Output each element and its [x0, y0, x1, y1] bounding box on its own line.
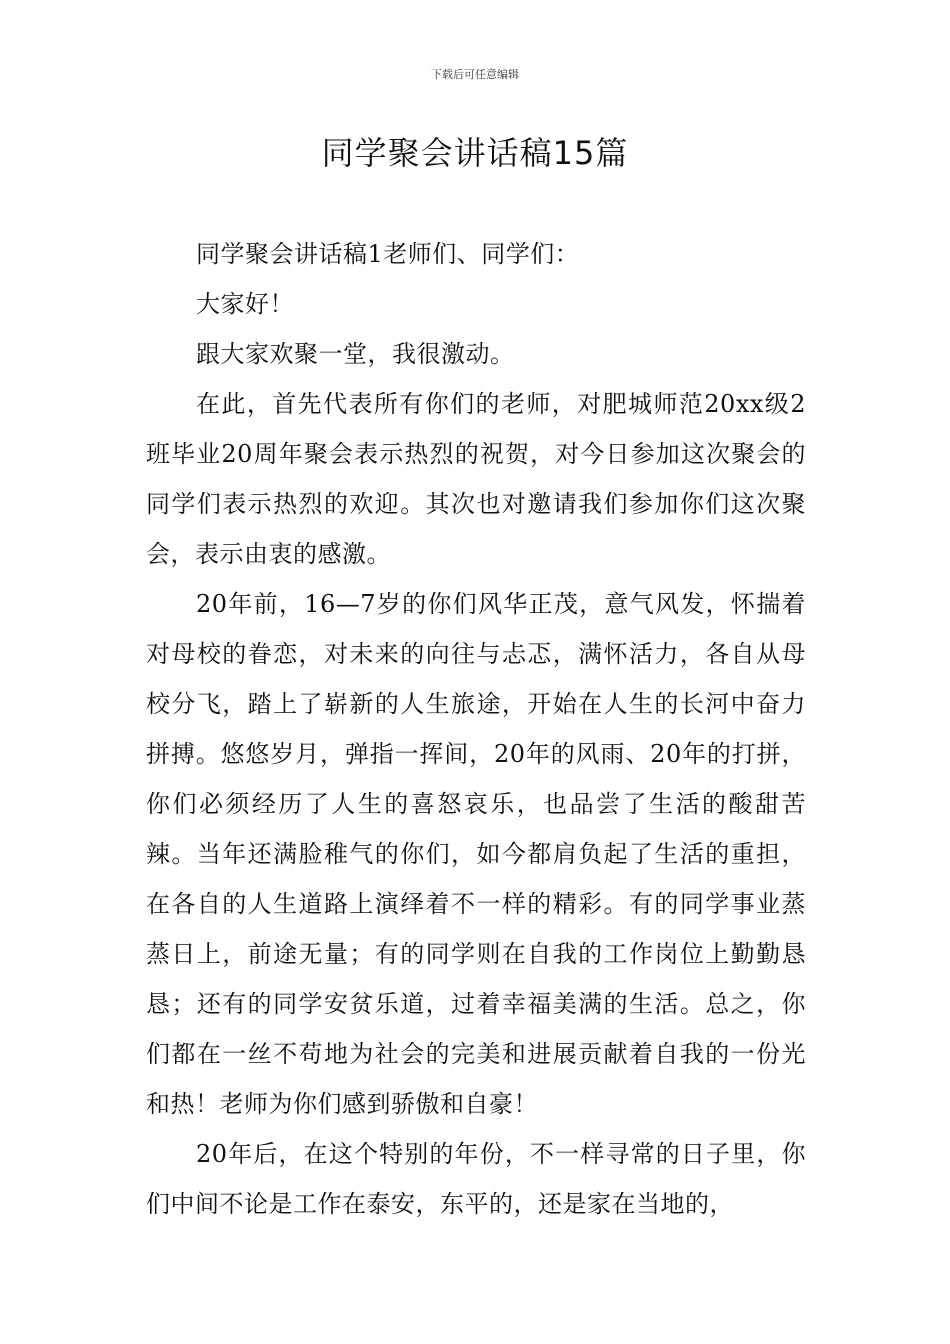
paragraph: 跟大家欢聚一堂，我很激动。: [196, 340, 515, 368]
paragraph: 20年后，在这个特别的年份，不一样寻常的日子里，你们中间不论是工作在泰安，东平的，还是家在当地的，: [146, 1140, 806, 1218]
document-body: [146, 229, 806, 1229]
paragraph: 同学聚会讲话稿1老师们、同学们：: [196, 240, 580, 268]
paragraph: 20年前，16—7岁的你们风华正茂，意气风发，怀揣着对母校的眷恋，对未来的向往与忐忑，满怀活力，各自从母校分飞，踏上了崭新的人生旅途，开始在人生的长河中奋力拼搏。悠悠岁月，弹指一挥间，20年的风雨、20年的打拼，你们必须经历了人生的喜怒哀乐，也品尝了生活的酸甜苦辣。当年还满脸稚气的你们，如今都肩负起了生活的重担，在各自的人生道路上演绎着不一样的精彩。有的同学事业蒸蒸日上，前途无量；有的同学则在自我的工作岗位上勤勤恳恳；还有的同学安贫乐道，过着幸福美满的生活。总之，你们都在一丝不苟地为社会的完美和进展贡献着自我的一份光和热！老师为你们感到骄傲和自豪！: [146, 590, 806, 1118]
document-title: 同学聚会讲话稿15篇: [321, 134, 629, 172]
paragraph: 在此，首先代表所有你们的老师，对肥城师范20xx级2班毕业20周年聚会表示热烈的祝贺，对今日参加这次聚会的同学们表示热烈的欢迎。其次也对邀请我们参加你们这次聚会，表示由衷的感激。: [146, 390, 806, 568]
header-note: 下载后可任意编辑: [431, 68, 519, 81]
paragraph: 大家好！: [196, 290, 294, 318]
